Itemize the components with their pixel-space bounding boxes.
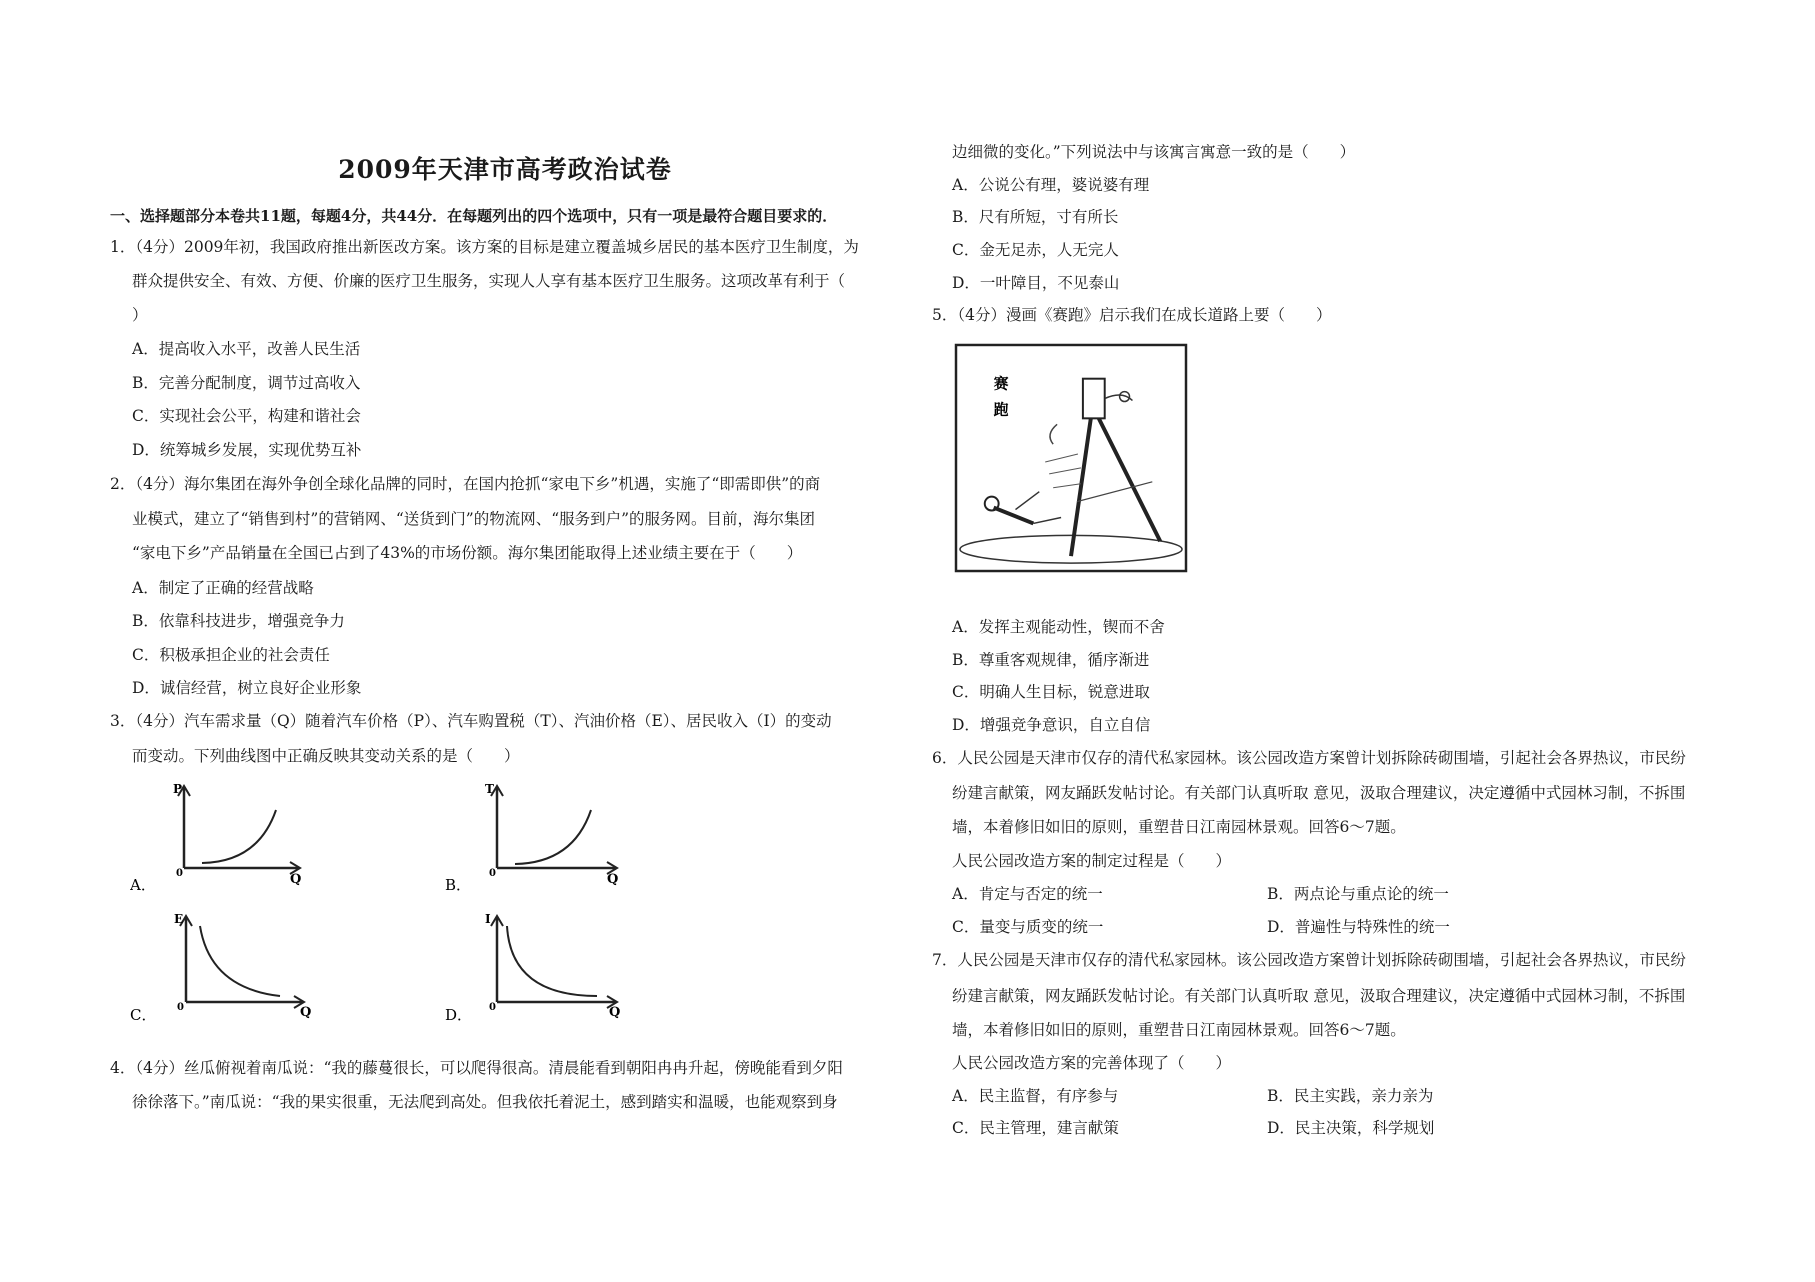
question-2-option-b[interactable]: B．依靠科技进步，增强竞争力 [132, 612, 345, 630]
graph-c-x-label: Q [300, 1005, 312, 1020]
cartoon-title-char-1: 赛 [993, 374, 1009, 393]
question-1-option-a[interactable]: A．提高收入水平，改善人民生活 [132, 340, 361, 358]
question-1-line-3: ） [132, 306, 148, 324]
question-1-line-1: 1．（4分）2009年初，我国政府推出新医改方案。该方案的目标是建立覆盖城乡居民的基本医疗卫生制度，为 [110, 238, 859, 256]
graph-b-curve [515, 810, 591, 864]
question-6-line-4: 人民公园改造方案的制定过程是（ ） [952, 852, 1232, 870]
graph-b-x-label: Q [607, 872, 619, 887]
question-5-option-a[interactable]: A．发挥主观能动性，锲而不舍 [952, 618, 1165, 636]
graph-option-d[interactable] [445, 908, 695, 1033]
question-4-line-1: 4．（4分）丝瓜俯视着南瓜说：“我的藤蔓很长，可以爬得很高。清晨能看到朝阳冉冉升起，傍晚能看到夕阳 [110, 1059, 843, 1077]
cartoon-title-char-2: 跑 [993, 400, 1009, 419]
graph-d-x-label: Q [609, 1005, 621, 1020]
graph-d-curve [507, 926, 597, 996]
graph-b-option-label: B． [445, 876, 472, 894]
question-7-line-2: 纷建言献策，网友踊跃发帖讨论。有关部门认真听取 意见，汲取合理建议，决定遵循中式园林习制，不拆围 [952, 987, 1686, 1005]
question-2-line-2: 业模式，建立了“销售到村”的营销网、“送货到门”的物流网、“服务到户”的服务网。目前，海尔集团 [132, 510, 816, 528]
question-2-line-3: “家电下乡”产品销量在全国已占到了43%的市场份额。海尔集团能取得上述业绩主要在于（ ） [132, 544, 803, 562]
graph-c-origin-label: 0 [177, 1002, 184, 1013]
graph-option-b[interactable] [445, 780, 695, 900]
graph-option-c[interactable] [130, 908, 380, 1033]
question-4-option-d[interactable]: D．一叶障目，不见泰山 [952, 274, 1120, 292]
question-2-option-a[interactable]: A．制定了正确的经营战略 [132, 579, 314, 597]
question-6-line-1: 6．人民公园是天津市仅存的清代私家园林。该公园改造方案曾计划拆除砖砌围墙，引起社会各界热议，市民纷 [932, 749, 1686, 767]
question-7-option-d[interactable]: D．民主决策，科学规划 [1267, 1119, 1435, 1137]
question-1-line-2: 群众提供安全、有效、方便、价廉的医疗卫生服务，实现人人享有基本医疗卫生服务。这项改革有利于（ [132, 272, 846, 290]
graph-c-curve [200, 926, 280, 996]
graph-d-option-label: D． [445, 1006, 473, 1024]
question-7-line-4: 人民公园改造方案的完善体现了（ ） [952, 1054, 1232, 1072]
question-4-line-3: 边细微的变化。”下列说法中与该寓言寓意一致的是（ ） [952, 143, 1356, 161]
question-7-line-3: 墙，本着修旧如旧的原则，重塑昔日江南园林景观。回答6～7题。 [952, 1021, 1406, 1039]
graph-b-origin-label: 0 [489, 868, 496, 879]
question-5-line-1: 5．（4分）漫画《赛跑》启示我们在成长道路上要（ ） [932, 306, 1332, 324]
question-4-option-c[interactable]: C．金无足赤，人无完人 [952, 241, 1119, 259]
graph-a-y-label: P [173, 782, 183, 796]
question-7-line-1: 7．人民公园是天津市仅存的清代私家园林。该公园改造方案曾计划拆除砖砌围墙，引起社会各界热议，市民纷 [932, 951, 1686, 969]
section-heading: 一、选择题部分本卷共11题，每题4分，共44分．在每题列出的四个选项中，只有一项是最符合题目要求的． [110, 207, 838, 225]
question-3-line-2: 而变动。下列曲线图中正确反映其变动关系的是（ ） [132, 747, 520, 765]
question-4-line-2: 徐徐落下。”南瓜说：“我的果实很重，无法爬到高处。但我依托着泥土，感到踏实和温暖，也能观察到身 [132, 1093, 838, 1111]
question-5-option-d[interactable]: D．增强竞争意识，自立自信 [952, 716, 1151, 734]
question-7-option-c[interactable]: C．民主管理，建言献策 [952, 1119, 1119, 1137]
graph-b-y-label: T [485, 782, 494, 796]
graph-b-svg [445, 780, 695, 900]
question-5-option-b[interactable]: B．尊重客观规律，循序渐进 [952, 651, 1150, 669]
graph-a-option-label: A． [130, 876, 156, 894]
question-7-option-b[interactable]: B．民主实践，亲力亲为 [1267, 1087, 1434, 1105]
graph-d-svg [445, 908, 695, 1033]
graph-c-option-label: C． [130, 1006, 157, 1024]
question-6-option-c[interactable]: C．量变与质变的统一 [952, 918, 1104, 936]
question-2-option-c[interactable]: C．积极承担企业的社会责任 [132, 646, 330, 664]
question-4-option-b[interactable]: B．尺有所短，寸有所长 [952, 208, 1119, 226]
cartoon-frame [956, 345, 1186, 571]
question-5-option-c[interactable]: C．明确人生目标，锐意进取 [952, 683, 1150, 701]
graph-a-curve [202, 810, 276, 863]
race-cartoon [954, 343, 1190, 575]
graph-option-a[interactable] [130, 780, 380, 900]
question-1-option-c[interactable]: C．实现社会公平，构建和谐社会 [132, 407, 361, 425]
question-7-option-a[interactable]: A．民主监督，有序参与 [952, 1087, 1119, 1105]
page-title: 2009年天津市高考政治试卷 [338, 155, 672, 184]
question-1-option-b[interactable]: B．完善分配制度，调节过高收入 [132, 374, 361, 392]
graph-a-svg [130, 780, 380, 900]
question-6-option-b[interactable]: B．两点论与重点论的统一 [1267, 885, 1449, 903]
question-6-option-a[interactable]: A．肯定与否定的统一 [952, 885, 1103, 903]
question-6-line-2: 纷建言献策，网友踊跃发帖讨论。有关部门认真听取 意见，汲取合理建议，决定遵循中式园林习制，不拆围 [952, 784, 1686, 802]
compass-head [1083, 379, 1105, 419]
graph-d-origin-label: 0 [489, 1002, 496, 1013]
question-6-line-3: 墙，本着修旧如旧的原则，重塑昔日江南园林景观。回答6～7题。 [952, 818, 1406, 836]
question-2-option-d[interactable]: D．诚信经营，树立良好企业形象 [132, 679, 362, 697]
graph-a-x-label: Q [290, 872, 302, 887]
question-2-line-1: 2．（4分）海尔集团在海外争创全球化品牌的同时，在国内抢抓“家电下乡”机遇，实施了“即需即供”的商 [110, 475, 821, 493]
question-1-option-d[interactable]: D．统筹城乡发展，实现优势互补 [132, 441, 362, 459]
question-3-line-1: 3．（4分）汽车需求量（Q）随着汽车价格（P）、汽车购置税（T）、汽油价格（E）、居民收入（I）的变动 [110, 712, 832, 730]
graph-c-y-label: E [174, 912, 184, 926]
question-4-option-a[interactable]: A．公说公有理，婆说婆有理 [952, 176, 1150, 194]
graph-c-svg [130, 908, 380, 1033]
graph-a-origin-label: 0 [176, 868, 183, 879]
graph-d-y-label: I [485, 912, 491, 926]
race-cartoon-drawing [954, 343, 1188, 573]
question-6-option-d[interactable]: D．普遍性与特殊性的统一 [1267, 918, 1450, 936]
